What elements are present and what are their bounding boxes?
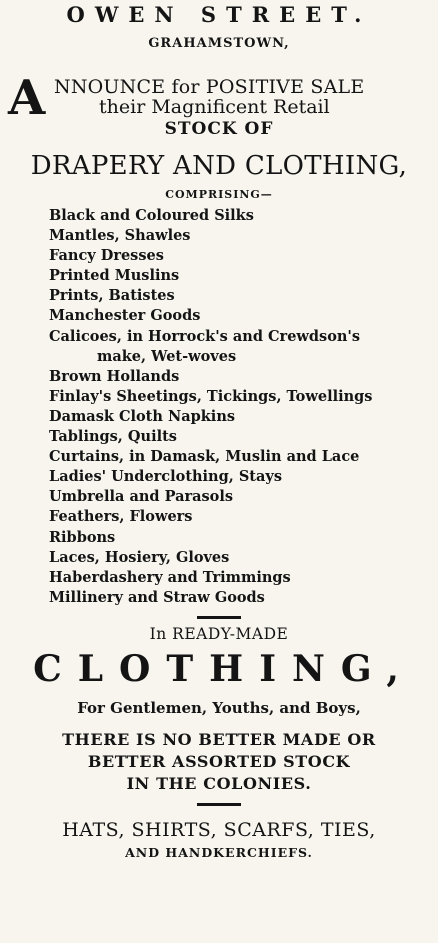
- list-item: Calicoes, in Horrock's and Crewdson's: [49, 327, 361, 345]
- list-item: Finlay's Sheetings, Tickings, Towellings: [49, 387, 373, 405]
- list-item: Fancy Dresses: [49, 247, 164, 265]
- list-item: Umbrella and Parasols: [49, 488, 234, 506]
- handkerchiefs-line: AND HANDKERCHIEFS.: [125, 844, 313, 860]
- ready-made-heading: In READY-MADE: [149, 624, 289, 643]
- claim-line-2: BETTER ASSORTED STOCK: [87, 751, 351, 771]
- drapery-headline: DRAPERY AND CLOTHING,: [30, 151, 408, 181]
- street-heading: OWEN STREET.: [66, 2, 372, 27]
- list-item: Tablings, Quilts: [49, 428, 177, 446]
- hats-line: HATS, SHIRTS, SCARFS, TIES,: [62, 818, 376, 841]
- list-item: Prints, Batistes: [49, 287, 175, 305]
- drop-cap: A: [8, 70, 46, 126]
- list-item: Ladies' Underclothing, Stays: [49, 468, 282, 486]
- list-item: Millinery and Straw Goods: [49, 588, 265, 606]
- claim-line-3: IN THE COLONIES.: [126, 773, 312, 793]
- comprising-label: COMPRISING—: [165, 188, 273, 201]
- claim-line-1: THERE IS NO BETTER MADE OR: [62, 729, 376, 749]
- list-item: Damask Cloth Napkins: [49, 407, 236, 425]
- list-item: Black and Coloured Silks: [49, 207, 254, 224]
- goods-list: [6, 206, 432, 608]
- list-item: Brown Hollands: [49, 367, 180, 385]
- divider-rule: [197, 803, 241, 806]
- list-item: Laces, Hosiery, Gloves: [49, 548, 230, 566]
- announce-line-3: STOCK OF: [164, 119, 274, 139]
- list-item: Ribbons: [49, 528, 116, 546]
- list-item: Printed Muslins: [49, 267, 180, 285]
- announce-block: [6, 72, 432, 138]
- town-heading: GRAHAMSTOWN,: [148, 36, 290, 51]
- clothing-headline: CLOTHING,: [33, 647, 415, 690]
- divider-rule: [197, 616, 241, 619]
- list-item: Manchester Goods: [49, 307, 201, 325]
- announce-line-1: NNOUNCE for POSITIVE SALE: [54, 76, 365, 98]
- list-item: Mantles, Shawles: [49, 227, 191, 245]
- list-item: Haberdashery and Trimmings: [49, 568, 291, 586]
- clothing-audience: For Gentlemen, Youths, and Boys,: [77, 698, 361, 717]
- list-item-continuation: make, Wet-woves: [97, 347, 237, 365]
- announce-line-2: their Magnificent Retail: [99, 96, 330, 118]
- list-item: Curtains, in Damask, Muslin and Lace: [49, 448, 360, 466]
- list-item: Feathers, Flowers: [49, 508, 193, 526]
